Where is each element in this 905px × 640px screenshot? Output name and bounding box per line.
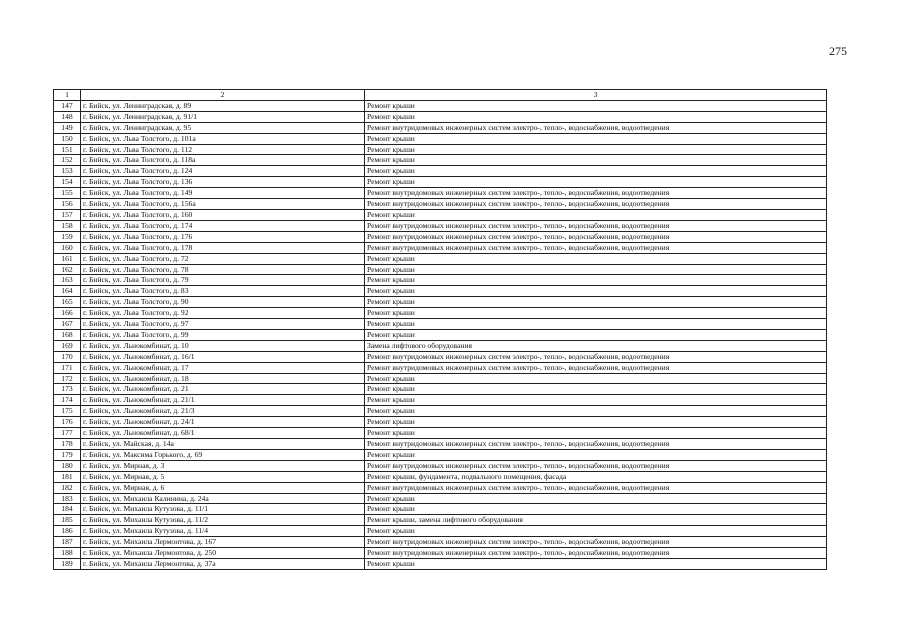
row-number-cell: 151 [54,144,81,155]
column-header-number: 1 [54,90,81,101]
table-row [54,384,827,395]
work-type-cell: Ремонт внутридомовых инженерных систем электро-, тепло-, водоснабжения, водоотведения [365,439,827,450]
address-cell: г. Бийск, ул. Льва Толстого, д. 78 [81,264,365,275]
address-cell: г. Бийск, ул. Льнокомбинат, д. 21/1 [81,395,365,406]
work-type-cell: Ремонт крыши [365,297,827,308]
table-row [54,166,827,177]
table-row [54,329,827,340]
address-cell: г. Бийск, ул. Михаила Кутузова, д. 11/1 [81,504,365,515]
table-header-row [54,90,827,101]
work-type-cell: Ремонт крыши [365,275,827,286]
table-row [54,548,827,559]
column-header-work-type: 3 [365,90,827,101]
work-type-cell: Ремонт крыши [365,166,827,177]
table-row [54,351,827,362]
table-row [54,558,827,569]
work-type-cell: Ремонт крыши [365,100,827,111]
work-type-cell: Замена лифтового оборудования [365,340,827,351]
address-cell: г. Бийск, ул. Льва Толстого, д. 90 [81,297,365,308]
table-row [54,209,827,220]
address-cell: г. Бийск, ул. Льнокомбинат, д. 21/3 [81,406,365,417]
document-table [53,89,827,570]
row-number-cell: 178 [54,439,81,450]
address-cell: г. Бийск, ул. Льва Толстого, д. 149 [81,188,365,199]
work-type-cell: Ремонт внутридомовых инженерных систем электро-, тепло-, водоснабжения, водоотведения [365,188,827,199]
address-cell: г. Бийск, ул. Льнокомбинат, д. 18 [81,373,365,384]
table-row [54,155,827,166]
table-row [54,439,827,450]
table-row [54,482,827,493]
address-cell: г. Бийск, ул. Ленинградская, д. 91/1 [81,111,365,122]
work-type-cell: Ремонт крыши [365,558,827,569]
work-type-cell: Ремонт крыши [365,264,827,275]
row-number-cell: 158 [54,220,81,231]
work-type-cell: Ремонт крыши [365,449,827,460]
table-row [54,100,827,111]
address-cell: г. Бийск, ул. Льва Толстого, д. 92 [81,308,365,319]
table-row [54,111,827,122]
row-number-cell: 185 [54,515,81,526]
row-number-cell: 174 [54,395,81,406]
table-row [54,471,827,482]
work-type-cell: Ремонт внутридомовых инженерных систем электро-, тепло-, водоснабжения, водоотведения [365,220,827,231]
row-number-cell: 161 [54,253,81,264]
row-number-cell: 183 [54,493,81,504]
address-cell: г. Бийск, ул. Льнокомбинат, д. 17 [81,362,365,373]
work-type-cell: Ремонт крыши, замена лифтового оборудования [365,515,827,526]
work-type-cell: Ремонт крыши [365,133,827,144]
row-number-cell: 181 [54,471,81,482]
address-cell: г. Бийск, ул. Мирная, д. 6 [81,482,365,493]
work-type-cell: Ремонт крыши [365,177,827,188]
work-type-cell: Ремонт крыши [365,111,827,122]
work-type-cell: Ремонт крыши [365,493,827,504]
table-row [54,122,827,133]
table-row [54,297,827,308]
row-number-cell: 157 [54,209,81,220]
work-type-cell: Ремонт крыши [365,319,827,330]
row-number-cell: 179 [54,449,81,460]
row-number-cell: 162 [54,264,81,275]
table-row [54,220,827,231]
row-number-cell: 152 [54,155,81,166]
address-cell: г. Бийск, ул. Льва Толстого, д. 72 [81,253,365,264]
table-row [54,144,827,155]
table-row [54,231,827,242]
work-type-cell: Ремонт крыши [365,406,827,417]
row-number-cell: 164 [54,286,81,297]
work-type-cell: Ремонт крыши [365,329,827,340]
row-number-cell: 169 [54,340,81,351]
table-row [54,406,827,417]
row-number-cell: 171 [54,362,81,373]
row-number-cell: 155 [54,188,81,199]
table-row [54,242,827,253]
table-row [54,319,827,330]
column-header-address: 2 [81,90,365,101]
address-cell: г. Бийск, ул. Льва Толстого, д. 178 [81,242,365,253]
page-number: 275 [829,44,847,58]
table-body [54,100,827,569]
table-row [54,493,827,504]
row-number-cell: 175 [54,406,81,417]
address-cell: г. Бийск, ул. Михаила Лермонтова, д. 167 [81,537,365,548]
row-number-cell: 148 [54,111,81,122]
address-cell: г. Бийск, ул. Льнокомбинат, д. 68/1 [81,428,365,439]
table-row [54,275,827,286]
table-row [54,286,827,297]
table-row [54,133,827,144]
row-number-cell: 159 [54,231,81,242]
work-type-cell: Ремонт крыши [365,384,827,395]
work-type-cell: Ремонт внутридомовых инженерных систем электро-, тепло-, водоснабжения, водоотведения [365,242,827,253]
row-number-cell: 186 [54,526,81,537]
table-row [54,373,827,384]
table-row [54,395,827,406]
address-cell: г. Бийск, ул. Михаила Лермонтова, д. 250 [81,548,365,559]
work-type-cell: Ремонт внутридомовых инженерных систем электро-, тепло-, водоснабжения, водоотведения [365,199,827,210]
address-cell: г. Бийск, ул. Льва Толстого, д. 99 [81,329,365,340]
work-type-cell: Ремонт внутридомовых инженерных систем электро-, тепло-, водоснабжения, водоотведения [365,537,827,548]
address-cell: г. Бийск, ул. Михаила Кутузова, д. 11/2 [81,515,365,526]
table-row [54,537,827,548]
work-type-cell: Ремонт внутридомовых инженерных систем электро-, тепло-, водоснабжения, водоотведения [365,231,827,242]
table-row [54,253,827,264]
table-row [54,340,827,351]
work-type-cell: Ремонт внутридомовых инженерных систем электро-, тепло-, водоснабжения, водоотведения [365,482,827,493]
table-row [54,264,827,275]
work-type-cell: Ремонт крыши [365,209,827,220]
address-cell: г. Бийск, ул. Льнокомбинат, д. 16/1 [81,351,365,362]
row-number-cell: 188 [54,548,81,559]
address-cell: г. Бийск, ул. Ленинградская, д. 89 [81,100,365,111]
work-type-cell: Ремонт крыши [365,526,827,537]
row-number-cell: 170 [54,351,81,362]
address-cell: г. Бийск, ул. Льва Толстого, д. 174 [81,220,365,231]
row-number-cell: 176 [54,417,81,428]
address-cell: г. Бийск, ул. Льва Толстого, д. 136 [81,177,365,188]
row-number-cell: 177 [54,428,81,439]
row-number-cell: 187 [54,537,81,548]
work-type-cell: Ремонт крыши [365,144,827,155]
row-number-cell: 189 [54,558,81,569]
row-number-cell: 167 [54,319,81,330]
row-number-cell: 168 [54,329,81,340]
work-type-cell: Ремонт крыши [365,373,827,384]
address-cell: г. Бийск, ул. Льнокомбинат, д. 10 [81,340,365,351]
row-number-cell: 182 [54,482,81,493]
work-type-cell: Ремонт крыши [365,253,827,264]
work-type-cell: Ремонт крыши, фундамента, подвального помещения, фасада [365,471,827,482]
work-type-cell: Ремонт крыши [365,428,827,439]
table-row [54,515,827,526]
row-number-cell: 147 [54,100,81,111]
address-cell: г. Бийск, ул. Льнокомбинат, д. 21 [81,384,365,395]
address-cell: г. Бийск, ул. Льва Толстого, д. 160 [81,209,365,220]
address-cell: г. Бийск, ул. Льва Толстого, д. 118а [81,155,365,166]
table-row [54,417,827,428]
address-cell: г. Бийск, ул. Льва Толстого, д. 97 [81,319,365,330]
address-cell: г. Бийск, ул. Михаила Калинина, д. 24а [81,493,365,504]
address-cell: г. Бийск, ул. Максима Горького, д. 69 [81,449,365,460]
table-row [54,449,827,460]
row-number-cell: 166 [54,308,81,319]
address-cell: г. Бийск, ул. Льва Толстого, д. 176 [81,231,365,242]
table-row [54,362,827,373]
work-type-cell: Ремонт внутридомовых инженерных систем электро-, тепло-, водоснабжения, водоотведения [365,548,827,559]
work-type-cell: Ремонт крыши [365,395,827,406]
work-type-cell: Ремонт крыши [365,308,827,319]
address-cell: г. Бийск, ул. Льва Толстого, д. 101а [81,133,365,144]
row-number-cell: 153 [54,166,81,177]
work-type-cell: Ремонт крыши [365,417,827,428]
table-row [54,526,827,537]
row-number-cell: 163 [54,275,81,286]
table-row [54,428,827,439]
row-number-cell: 150 [54,133,81,144]
row-number-cell: 173 [54,384,81,395]
address-cell: г. Бийск, ул. Льва Толстого, д. 112 [81,144,365,155]
row-number-cell: 154 [54,177,81,188]
row-number-cell: 165 [54,297,81,308]
table-row [54,504,827,515]
work-type-cell: Ремонт крыши [365,286,827,297]
address-cell: г. Бийск, ул. Льва Толстого, д. 83 [81,286,365,297]
work-type-cell: Ремонт внутридомовых инженерных систем электро-, тепло-, водоснабжения, водоотведения [365,122,827,133]
table-row [54,460,827,471]
row-number-cell: 172 [54,373,81,384]
address-cell: г. Бийск, ул. Михаила Лермонтова, д. 37а [81,558,365,569]
address-cell: г. Бийск, ул. Майская, д. 14а [81,439,365,450]
address-cell: г. Бийск, ул. Михаила Кутузова, д. 11/4 [81,526,365,537]
address-cell: г. Бийск, ул. Льва Толстого, д. 79 [81,275,365,286]
work-type-cell: Ремонт внутридомовых инженерных систем электро-, тепло-, водоснабжения, водоотведения [365,362,827,373]
work-type-cell: Ремонт внутридомовых инженерных систем электро-, тепло-, водоснабжения, водоотведения [365,351,827,362]
address-cell: г. Бийск, ул. Льнокомбинат, д. 24/1 [81,417,365,428]
address-cell: г. Бийск, ул. Ленинградская, д. 95 [81,122,365,133]
row-number-cell: 149 [54,122,81,133]
row-number-cell: 180 [54,460,81,471]
row-number-cell: 184 [54,504,81,515]
row-number-cell: 156 [54,199,81,210]
address-cell: г. Бийск, ул. Мирная, д. 5 [81,471,365,482]
address-cell: г. Бийск, ул. Льва Толстого, д. 124 [81,166,365,177]
table-row [54,308,827,319]
work-type-cell: Ремонт крыши [365,155,827,166]
table-row [54,177,827,188]
table-row [54,188,827,199]
address-cell: г. Бийск, ул. Мирная, д. 3 [81,460,365,471]
work-type-cell: Ремонт внутридомовых инженерных систем электро-, тепло-, водоснабжения, водоотведения [365,460,827,471]
table-row [54,199,827,210]
row-number-cell: 160 [54,242,81,253]
work-type-cell: Ремонт крыши [365,504,827,515]
address-cell: г. Бийск, ул. Льва Толстого, д. 156а [81,199,365,210]
